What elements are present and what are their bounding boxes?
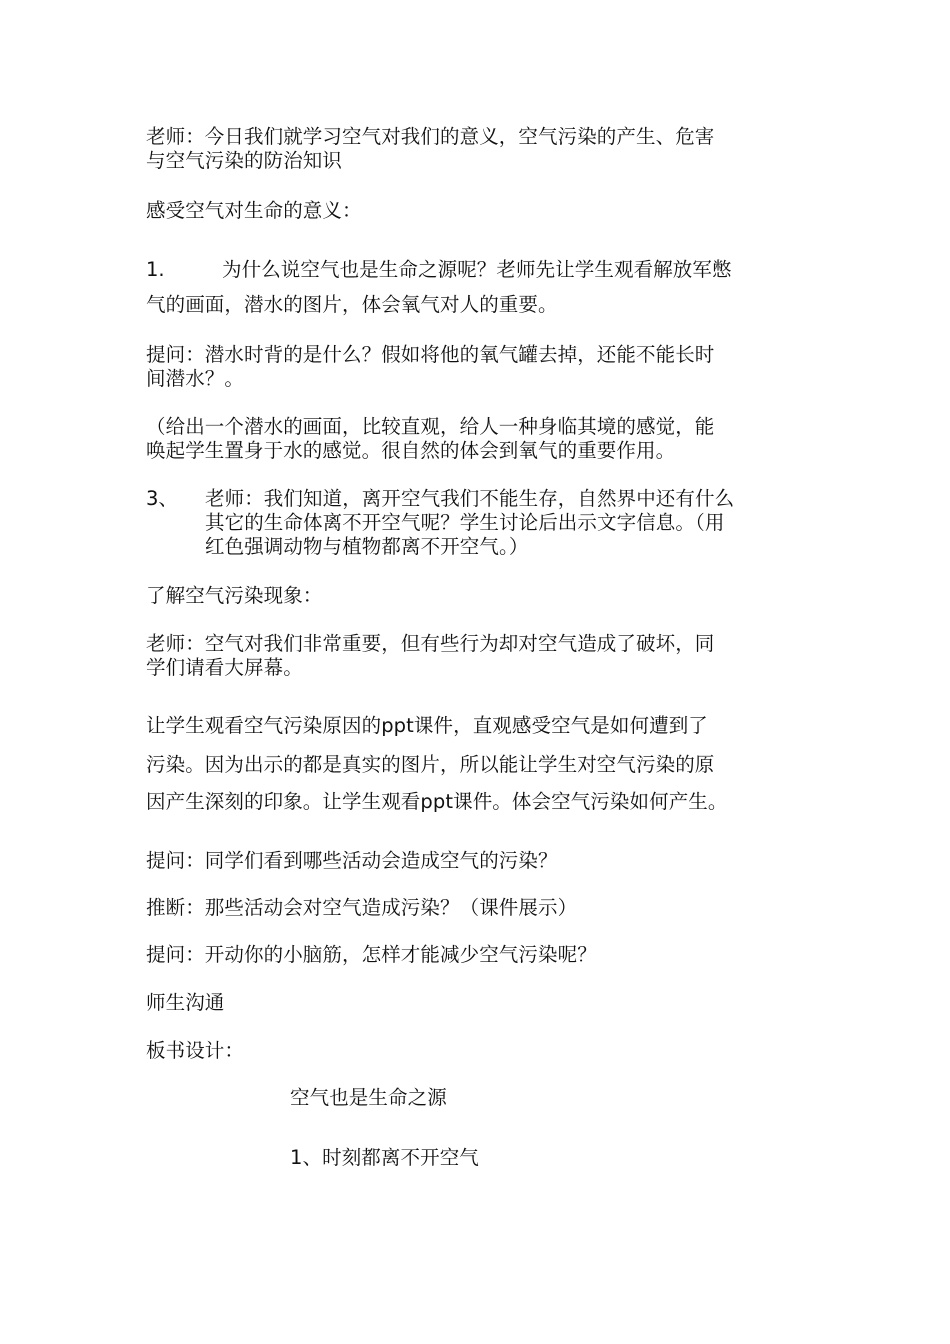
question-diving-line-2: 间潜水？。	[146, 367, 245, 390]
list-number-1: 1.	[146, 258, 165, 281]
ppt-paragraph-line-3: 因产生深刻的印象。让学生观看ppt课件。体会空气污染如何产生。	[146, 790, 728, 813]
teacher-student-communication: 师生沟通	[146, 991, 225, 1014]
item3-line-2: 其它的生命体离不开空气呢？学生讨论后出示文字信息。（用	[205, 511, 725, 534]
question-activities: 提问：同学们看到哪些活动会造成空气的污染？	[146, 849, 558, 872]
question-reduce-pollution: 提问：开动你的小脑筋，怎样才能减少空气污染呢？	[146, 943, 597, 966]
board-title: 空气也是生命之源	[290, 1086, 447, 1109]
ppt-paragraph-line-1: 让学生观看空气污染原因的ppt课件，直观感受空气是如何遭到了	[146, 714, 708, 737]
item1-line-1: 为什么说空气也是生命之源呢？老师先让学生观看解放军憋	[222, 258, 732, 281]
section-heading-pollution: 了解空气污染现象：	[146, 584, 323, 607]
inference-activities: 推断：那些活动会对空气造成污染？（课件展示）	[146, 896, 578, 919]
note-diving-line-2: 唤起学生置身于水的感觉。很自然的体会到氧气的重要作用。	[146, 439, 676, 462]
list-number-3: 3、	[146, 487, 178, 510]
teacher-screen-line-2: 学们请看大屏幕。	[146, 656, 303, 679]
ppt-paragraph-line-2: 污染。因为出示的都是真实的图片，所以能让学生对空气污染的原	[146, 753, 715, 776]
item3-line-1: 老师：我们知道，离开空气我们不能生存，自然界中还有什么	[205, 487, 735, 510]
board-design-heading: 板书设计：	[146, 1039, 245, 1062]
paragraph-intro-line-2: 与空气污染的防治知识	[146, 149, 343, 172]
item3-line-3: 红色强调动物与植物都离不开空气。）	[205, 535, 529, 558]
paragraph-intro-line-1: 老师：今日我们就学习空气对我们的意义，空气污染的产生、危害	[146, 125, 715, 148]
section-heading-feel-air: 感受空气对生命的意义：	[146, 199, 362, 222]
item1-line-2: 气的画面，潜水的图片，体会氧气对人的重要。	[146, 293, 558, 316]
question-diving-line-1: 提问：潜水时背的是什么？假如将他的氧气罐去掉，还能不能长时	[146, 343, 715, 366]
note-diving-line-1: （给出一个潜水的画面，比较直观，给人一种身临其境的感觉，能	[146, 415, 715, 438]
teacher-screen-line-1: 老师：空气对我们非常重要，但有些行为却对空气造成了破坏，同	[146, 632, 715, 655]
board-point-1: 1、时刻都离不开空气	[290, 1146, 479, 1169]
